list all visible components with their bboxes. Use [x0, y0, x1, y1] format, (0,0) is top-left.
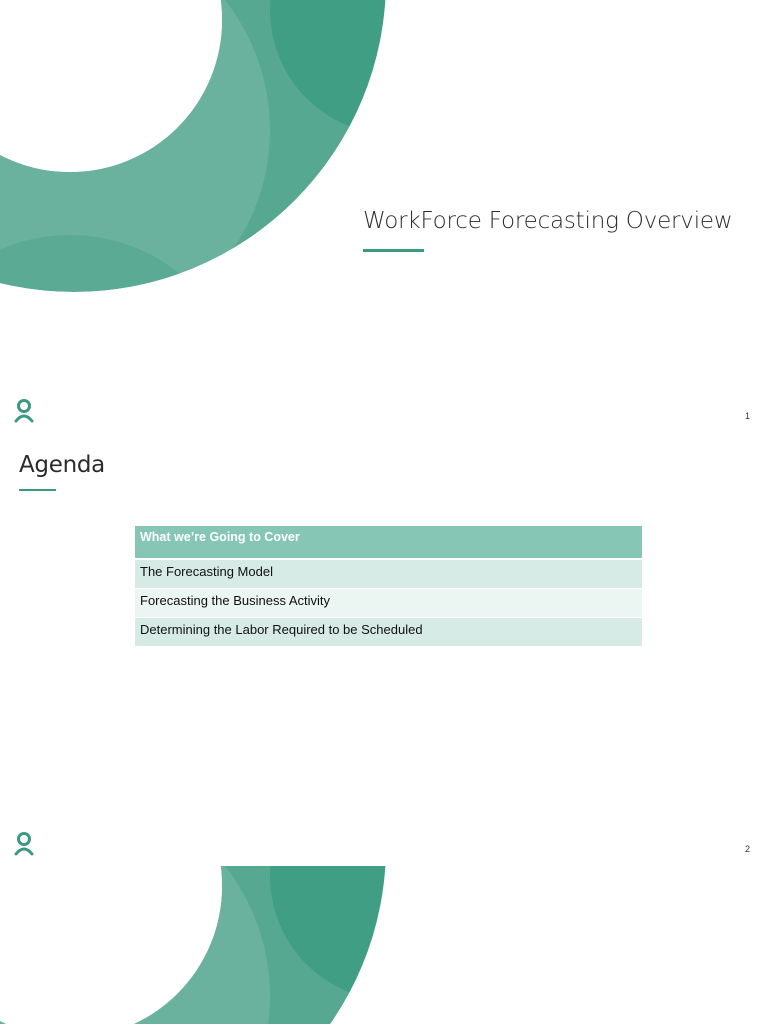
decorative-circles: [0, 866, 400, 1024]
title-underline: [363, 249, 424, 252]
slide-title: [0, 0, 768, 432]
person-logo-icon: [13, 398, 35, 424]
agenda-row: Forecasting the Business Activity: [135, 589, 642, 618]
agenda-row: Determining the Labor Required to be Scheduled: [135, 618, 642, 647]
slide-agenda: [0, 433, 768, 865]
page-number: 1: [744, 411, 750, 421]
title-underline: [19, 489, 56, 491]
agenda-table-header: What we’re Going to Cover: [135, 526, 642, 560]
slide-title-text: WorkForce Forecasting Overview: [363, 208, 733, 234]
decorative-circles: [0, 0, 400, 350]
agenda-title: Agenda: [19, 452, 105, 478]
person-logo-icon: [13, 831, 35, 857]
agenda-table: [135, 526, 642, 647]
slide-partial: [0, 866, 768, 1024]
page-number: 2: [744, 844, 750, 854]
agenda-row: The Forecasting Model: [135, 560, 642, 589]
